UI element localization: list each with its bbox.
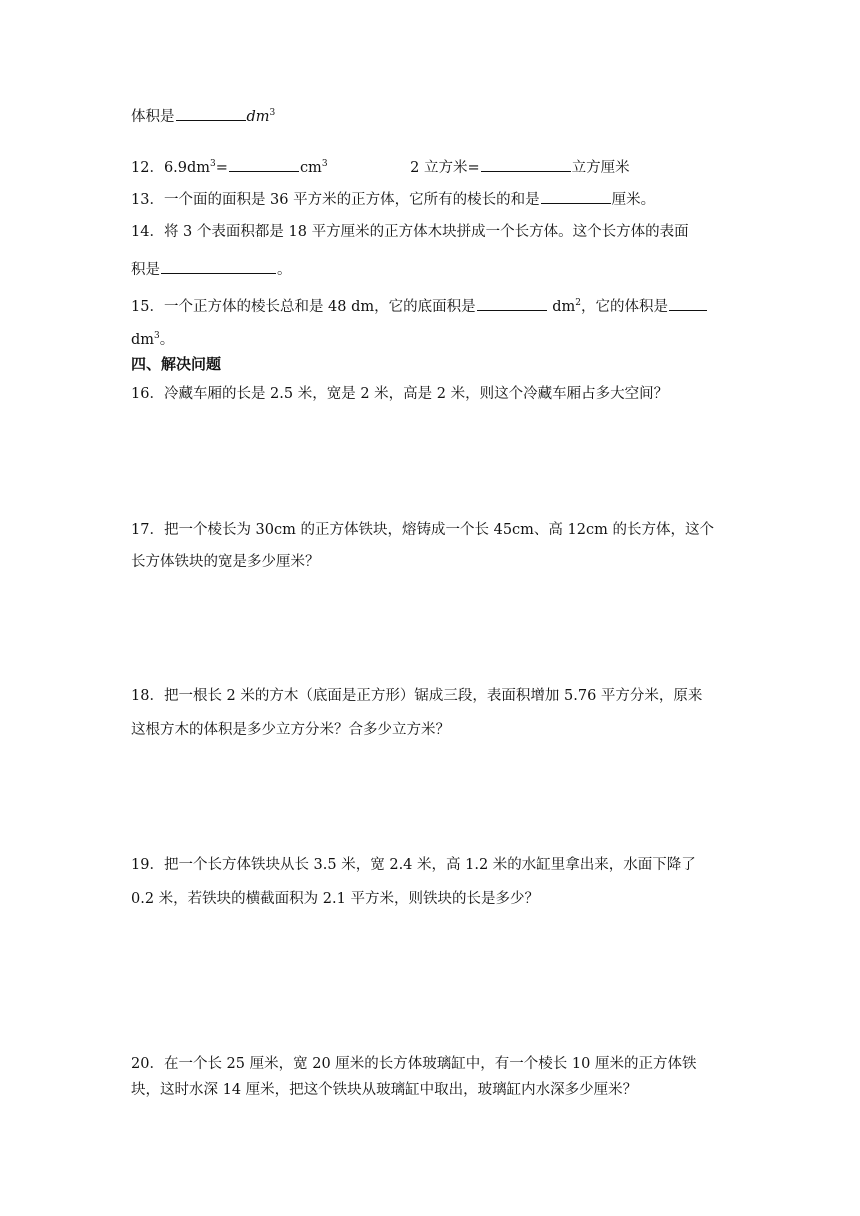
question-text: 0.2 米，若铁块的横截面积为 2.1 平方米，则铁块的长是多少？	[131, 891, 539, 907]
question-number: 15．	[131, 299, 164, 315]
question-text: 把一个棱长为 30cm 的正方体铁块，熔铸成一个长 45cm、高 12cm 的长方体，这个	[163, 522, 714, 538]
question-text: 一个面的面积是 36 平方米的正方体，它所有的棱长的和是	[163, 192, 540, 208]
question-text: ，它的体积是	[581, 299, 669, 315]
question-16	[131, 384, 668, 404]
question-text: 把一根长 2 米的方木（底面是正方形）锯成三段，表面积增加 5.76 平方分米，原来	[163, 688, 703, 704]
question-text: 一个正方体的棱长总和是 48 dm，它的底面积是	[163, 299, 476, 315]
question-number: 12．	[131, 160, 164, 176]
q12-part2: 2 立方米=	[410, 160, 480, 176]
answer-blank[interactable]	[541, 189, 611, 204]
section-title: 四、解决问题	[131, 355, 222, 373]
unit-exp: 3	[154, 331, 160, 341]
question-text: 积是	[131, 262, 160, 278]
question-18	[131, 686, 702, 706]
question-number: 18．	[131, 688, 164, 704]
q12-exp: 3	[210, 159, 216, 169]
answer-blank[interactable]	[176, 106, 246, 121]
q12-part2-unit: 立方厘米	[571, 160, 630, 176]
answer-blank[interactable]	[669, 296, 707, 311]
question-text: 长方体铁块的宽是多少厘米？	[131, 554, 320, 570]
unit-exponent: 3	[269, 108, 276, 118]
q11-tail-line	[131, 106, 275, 127]
q12-eq: =	[215, 160, 228, 176]
question-number: 14．	[131, 224, 164, 240]
question-text: 在一个长 25 厘米，宽 20 厘米的长方体玻璃缸中，有一个棱长 10 厘米的正方体铁	[163, 1056, 697, 1072]
question-number: 13．	[131, 192, 164, 208]
question-number: 19．	[131, 857, 164, 873]
question-text: 块，这时水深 14 厘米，把这个铁块从玻璃缸中取出，玻璃缸内水深多少厘米？	[131, 1082, 638, 1098]
question-20-line2	[131, 1080, 637, 1100]
question-20	[131, 1054, 696, 1074]
question-19	[131, 855, 696, 875]
question-18-line2	[131, 720, 450, 740]
question-14-line2	[131, 259, 292, 280]
unit-exp: 2	[575, 298, 582, 308]
question-text: 将 3 个表面积都是 18 平方厘米的正方体木块拼成一个长方体。这个长方体的表面	[163, 224, 689, 240]
q12-unit-exp: 3	[321, 159, 328, 169]
question-text: 这根方木的体积是多少立方分米？合多少立方米？	[131, 722, 450, 738]
unit-dm: dm	[547, 299, 576, 315]
answer-blank[interactable]	[481, 157, 571, 172]
q11-tail-text: 体积是	[131, 109, 175, 125]
question-number: 20．	[131, 1056, 164, 1072]
answer-blank[interactable]	[161, 259, 276, 274]
answer-blank[interactable]	[477, 296, 547, 311]
unit-dm: dm	[246, 109, 270, 125]
question-17	[131, 520, 714, 540]
question-12	[131, 157, 630, 178]
q12-unit: cm	[299, 160, 322, 176]
q12-value: 6.9dm	[163, 160, 211, 176]
answer-blank[interactable]	[229, 157, 299, 172]
question-13	[131, 189, 655, 210]
question-text: 把一个长方体铁块从长 3.5 米，宽 2.4 米，高 1.2 米的水缸里拿出来，水面下降了	[163, 857, 696, 873]
question-unit: 厘米。	[611, 192, 656, 208]
question-text: 冷藏车厢的长是 2.5 米，宽是 2 米，高是 2 米，则这个冷藏车厢占多大空间？	[163, 386, 669, 402]
punctuation: 。	[277, 262, 292, 278]
unit-dm: dm	[131, 332, 155, 348]
question-17-line2	[131, 552, 320, 572]
question-number: 16．	[131, 386, 164, 402]
question-14	[131, 222, 689, 242]
question-19-line2	[131, 889, 539, 909]
question-number: 17．	[131, 522, 164, 538]
punctuation: 。	[159, 332, 175, 348]
question-15-line2	[131, 330, 174, 350]
question-15	[131, 296, 708, 317]
